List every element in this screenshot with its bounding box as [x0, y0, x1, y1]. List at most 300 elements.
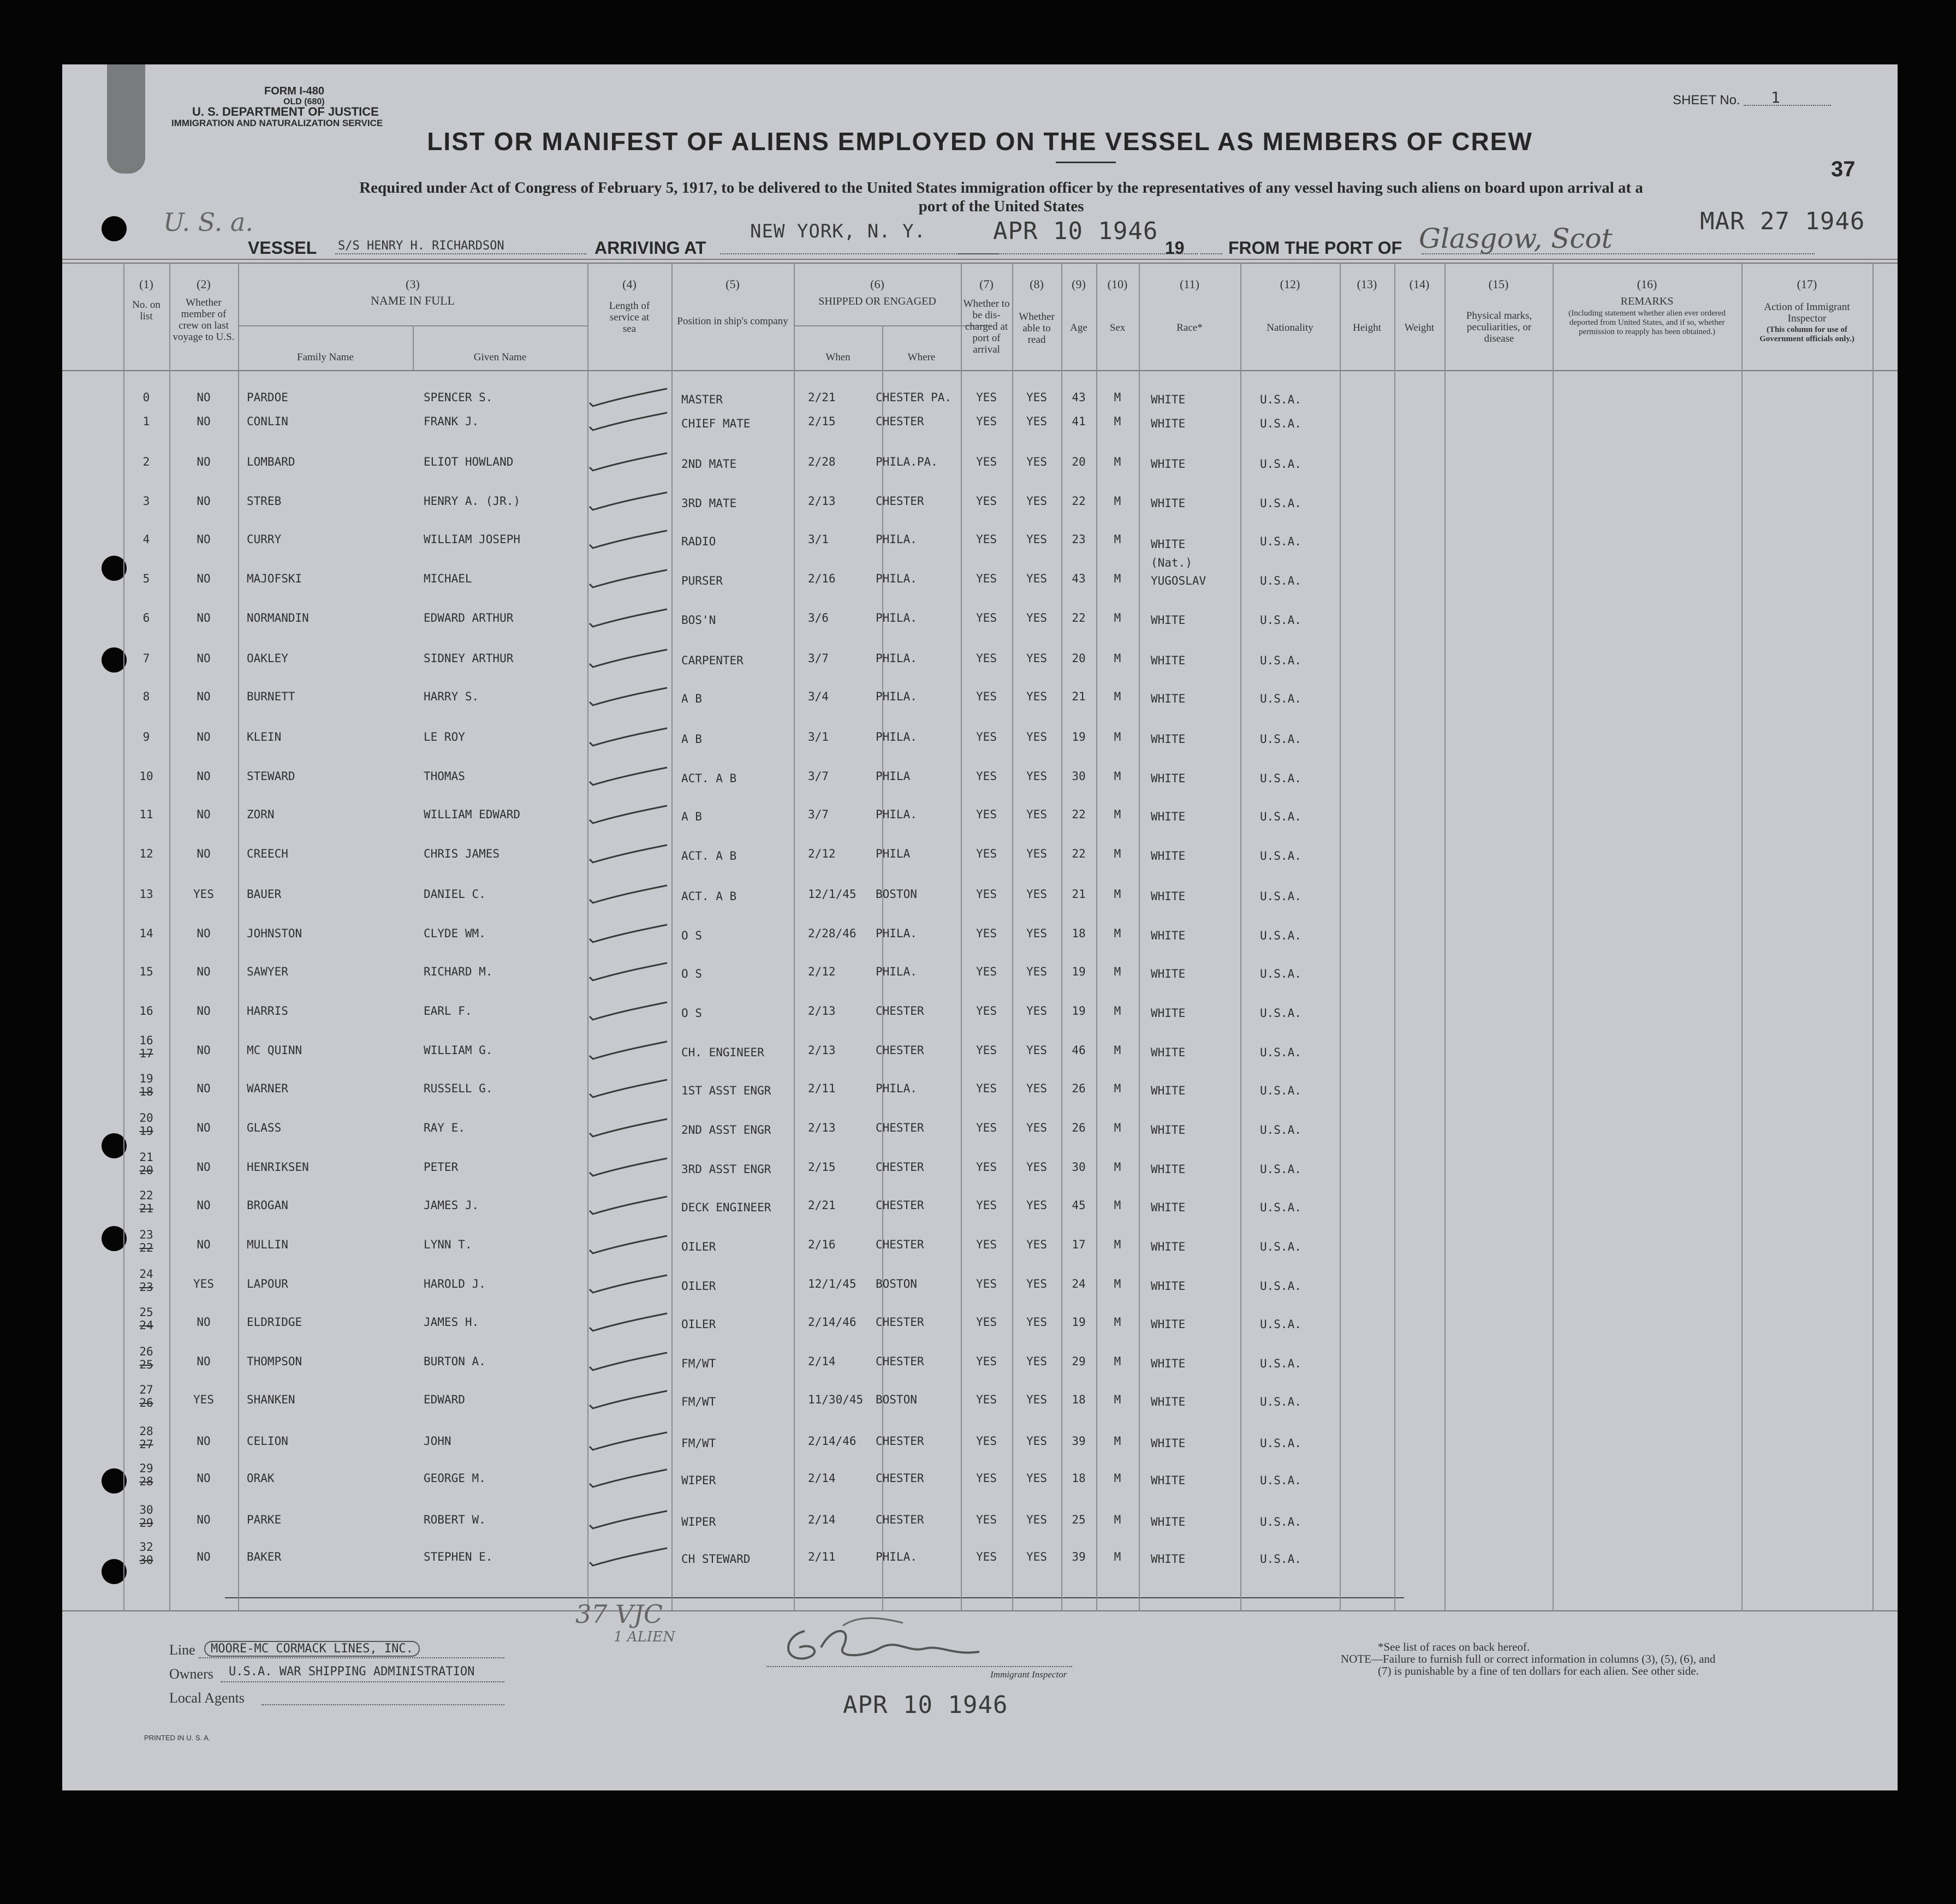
cell-read: YES: [1026, 455, 1047, 468]
cell-nat: U.S.A.: [1260, 1046, 1301, 1059]
service-check-mark: [585, 961, 673, 983]
cell-sex: M: [1114, 533, 1121, 546]
service-check-mark: [585, 1350, 673, 1372]
col-rule: [1394, 263, 1395, 1611]
cell-member: NO: [197, 1161, 211, 1174]
cell-nat: U.S.A.: [1260, 393, 1301, 406]
cell-sex: M: [1114, 1472, 1121, 1485]
cell-given: CLYDE WM.: [424, 927, 486, 940]
cell-where: PHILA: [876, 847, 911, 860]
cell-read: YES: [1026, 1044, 1047, 1057]
service-check-mark: [585, 528, 673, 550]
cell-read: YES: [1026, 572, 1047, 585]
cell-sex: M: [1114, 1044, 1121, 1057]
cell-discharged: YES: [976, 455, 997, 468]
service-check-mark: [585, 1194, 673, 1216]
cell-sex: M: [1114, 690, 1121, 703]
row-number: 4: [142, 533, 150, 546]
cell-family: GLASS: [247, 1121, 282, 1134]
service-check-mark: [585, 883, 673, 905]
cell-member: YES: [193, 1277, 214, 1290]
cell-family: CURRY: [247, 533, 282, 546]
row-number: 20: [139, 1111, 153, 1124]
cell-nat: U.S.A.: [1260, 1318, 1301, 1331]
cell-when: 2/13: [808, 495, 836, 508]
cell-member: NO: [197, 533, 211, 546]
col-rule: [1340, 263, 1341, 1611]
tally-crew: 37 VJC: [575, 1599, 663, 1629]
cell-discharged: YES: [976, 847, 997, 860]
cell-read: YES: [1026, 1121, 1047, 1134]
service-check-mark: [585, 1430, 673, 1452]
cell-discharged: YES: [976, 927, 997, 940]
cell-given: LYNN T.: [424, 1238, 472, 1251]
cell-given: EDWARD: [424, 1393, 465, 1406]
cell-position: O S: [681, 967, 702, 980]
cell-family: PARKE: [247, 1513, 282, 1526]
cell-discharged: YES: [976, 730, 997, 743]
title-underline: [1056, 162, 1116, 163]
service-check-mark: [585, 1039, 673, 1061]
agents-rule: [261, 1704, 504, 1705]
cell-when: 2/12: [808, 965, 836, 978]
cell-sex: M: [1114, 1161, 1121, 1174]
vessel-name: S/S HENRY H. RICHARDSON: [338, 239, 504, 253]
cell-where: CHESTER: [876, 1316, 924, 1329]
cell-nat: U.S.A.: [1260, 1357, 1301, 1370]
cell-race: WHITE: [1151, 1318, 1186, 1331]
cell-read: YES: [1026, 927, 1047, 940]
cell-given: WILLIAM G.: [424, 1044, 493, 1057]
cell-where: CHESTER: [876, 1121, 924, 1134]
cell-when: 2/14/46: [808, 1435, 857, 1448]
cell-family: HARRIS: [247, 1004, 288, 1018]
cell-family: THOMPSON: [247, 1355, 302, 1368]
row-number: 8: [142, 690, 150, 703]
cell-race: WHITE: [1151, 1046, 1186, 1059]
cell-nat: U.S.A.: [1260, 535, 1301, 548]
col-rule: [1553, 263, 1554, 1611]
cell-when: 3/1: [808, 730, 829, 743]
row-number: 3: [142, 495, 150, 508]
cell-family: BAUER: [247, 888, 282, 901]
header-given-name: Given Name: [473, 352, 527, 363]
header-weight: Weight: [1404, 322, 1435, 334]
row-number-struck: 22: [139, 1241, 153, 1254]
cell-member: NO: [197, 927, 211, 940]
header-name-in-full: NAME IN FULL: [371, 294, 455, 307]
cell-discharged: YES: [976, 572, 997, 585]
cell-when: 2/11: [808, 1082, 836, 1095]
cell-family: OAKLEY: [247, 652, 288, 665]
cell-member: NO: [197, 1435, 211, 1448]
cell-nat: U.S.A.: [1260, 929, 1301, 942]
cell-sex: M: [1114, 847, 1121, 860]
cell-member: NO: [197, 1316, 211, 1329]
manifest-title: LIST OR MANIFEST OF ALIENS EMPLOYED ON THE VESSEL AS MEMBERS OF CREW: [427, 127, 1533, 156]
service-name: IMMIGRATION AND NATURALIZATION SERVICE: [171, 118, 383, 128]
cell-position: 2ND ASST ENGR: [681, 1123, 771, 1137]
cell-discharged: YES: [976, 1121, 997, 1134]
cell-when: 3/7: [808, 652, 829, 665]
cell-family: ELDRIDGE: [247, 1316, 302, 1329]
cell-age: 18: [1072, 1472, 1086, 1485]
cell-read: YES: [1026, 1082, 1047, 1095]
cell-discharged: YES: [976, 1393, 997, 1406]
cell-age: 22: [1072, 495, 1086, 508]
cell-read: YES: [1026, 888, 1047, 901]
cell-sex: M: [1114, 1513, 1121, 1526]
cell-nat: U.S.A.: [1260, 1084, 1301, 1097]
cell-age: 17: [1072, 1238, 1086, 1251]
col-rule: [1741, 263, 1743, 1611]
col-rule: [413, 325, 414, 370]
cell-read: YES: [1026, 1161, 1047, 1174]
cell-age: 46: [1072, 1044, 1086, 1057]
cell-sex: M: [1114, 611, 1121, 624]
owners-label: Owners: [169, 1666, 213, 1682]
cell-sex: M: [1114, 495, 1121, 508]
row-number: 7: [142, 652, 150, 665]
cell-position: FM/WT: [681, 1437, 716, 1450]
cell-race: WHITE: [1151, 1357, 1186, 1370]
col-number: (8): [1030, 277, 1044, 291]
cell-when: 3/7: [808, 808, 829, 821]
cell-read: YES: [1026, 690, 1047, 703]
cell-discharged: YES: [976, 808, 997, 821]
cell-sex: M: [1114, 1393, 1121, 1406]
col-number: (1): [139, 277, 153, 291]
cell-given: LE ROY: [424, 730, 465, 743]
cell-age: 18: [1072, 1393, 1086, 1406]
cell-read: YES: [1026, 730, 1047, 743]
cell-family: ZORN: [247, 808, 275, 821]
cell-where: CHESTER: [876, 1355, 924, 1368]
cell-sex: M: [1114, 1550, 1121, 1563]
cell-nat: U.S.A.: [1260, 1515, 1301, 1528]
printed-in: PRINTED IN U. S. A.: [144, 1734, 211, 1742]
cell-sex: M: [1114, 391, 1121, 404]
cell-position: FM/WT: [681, 1395, 716, 1408]
cell-nat: U.S.A.: [1260, 614, 1301, 627]
cell-given: WILLIAM JOSEPH: [424, 533, 521, 546]
cell-position: OILER: [681, 1318, 716, 1331]
cell-member: NO: [197, 1550, 211, 1563]
from-port-label: FROM THE PORT OF: [1228, 238, 1402, 258]
inspector-signature: [772, 1609, 1034, 1669]
cell-given: JAMES H.: [424, 1316, 479, 1329]
tally-alien: 1 ALIEN: [614, 1629, 675, 1645]
row-number: 16: [139, 1034, 153, 1047]
header-length-service: Length of service at sea: [609, 300, 650, 335]
cell-given: ELIOT HOWLAND: [424, 455, 514, 468]
table-close-rule: [225, 1597, 1404, 1598]
cell-when: 2/14: [808, 1355, 836, 1368]
header-remarks: REMARKS: [1620, 295, 1674, 307]
cell-where: PHILA.: [876, 927, 917, 940]
cell-nat: U.S.A.: [1260, 457, 1301, 471]
cell-family: LAPOUR: [247, 1277, 288, 1290]
cell-member: NO: [197, 1044, 211, 1057]
cell-when: 2/21: [808, 1199, 836, 1212]
cell-sex: M: [1114, 652, 1121, 665]
cell-position: CHIEF MATE: [681, 417, 751, 430]
cell-race: WHITE: [1151, 733, 1186, 746]
line-label: Line: [169, 1642, 195, 1658]
cell-given: SIDNEY ARTHUR: [424, 652, 514, 665]
owners-rule: [221, 1681, 504, 1682]
cell-read: YES: [1026, 415, 1047, 428]
cell-when: 2/16: [808, 572, 836, 585]
cell-member: YES: [193, 888, 214, 901]
service-check-mark: [585, 607, 673, 629]
cell-race: WHITE: [1151, 393, 1186, 406]
cell-read: YES: [1026, 1316, 1047, 1329]
cell-position: A B: [681, 692, 702, 705]
corner-stain: [107, 64, 145, 174]
line-rule: [199, 1657, 504, 1658]
cell-where: CHESTER: [876, 415, 924, 428]
cell-member: NO: [197, 690, 211, 703]
cell-nat: U.S.A.: [1260, 810, 1301, 823]
cell-when: 12/1/45: [808, 1277, 857, 1290]
row-number-struck: 27: [139, 1438, 153, 1451]
cell-age: 23: [1072, 533, 1086, 546]
cell-age: 30: [1072, 1161, 1086, 1174]
row-number: 5: [142, 572, 150, 585]
col-rule: [1444, 263, 1446, 1611]
cell-where: PHILA.: [876, 1082, 917, 1095]
cell-given: EDWARD ARTHUR: [424, 611, 514, 624]
cell-where: PHILA.PA.: [876, 455, 938, 468]
cell-age: 29: [1072, 1355, 1086, 1368]
cell-when: 2/28/46: [808, 927, 857, 940]
cell-age: 41: [1072, 415, 1086, 428]
cell-discharged: YES: [976, 690, 997, 703]
cell-sex: M: [1114, 927, 1121, 940]
cell-position: O S: [681, 929, 702, 942]
cell-given: HARRY S.: [424, 690, 479, 703]
header-nationality: Nationality: [1267, 322, 1313, 334]
cell-family: CREECH: [247, 847, 288, 860]
cell-when: 3/7: [808, 770, 829, 783]
cell-family: WARNER: [247, 1082, 288, 1095]
cell-member: YES: [193, 1393, 214, 1406]
col-number: (14): [1409, 277, 1430, 291]
cell-when: 2/13: [808, 1121, 836, 1134]
cell-where: CHESTER: [876, 1238, 924, 1251]
cell-discharged: YES: [976, 1355, 997, 1368]
cell-age: 20: [1072, 455, 1086, 468]
cell-member: NO: [197, 770, 211, 783]
cell-when: 3/6: [808, 611, 829, 624]
cell-position: ACT. A B: [681, 772, 737, 785]
cell-nat: U.S.A.: [1260, 692, 1301, 705]
header-family-name: Family Name: [297, 352, 354, 363]
cell-given: STEPHEN E.: [424, 1550, 493, 1563]
service-check-mark: [585, 490, 673, 512]
statute-line-1: Required under Act of Congress of February 5, 1917, to be delivered to the United States immigration officer by the representatives of any vessel having such aliens on board upon arrival at a: [359, 179, 1643, 197]
sheet-number-label: SHEET No.: [1673, 93, 1740, 108]
cell-when: 3/4: [808, 690, 829, 703]
col-rule: [1012, 263, 1013, 1611]
cell-read: YES: [1026, 652, 1047, 665]
arriving-line: [720, 253, 998, 254]
cell-given: THOMAS: [424, 770, 465, 783]
header-no-on-list: No. on list: [132, 299, 160, 322]
cell-when: 11/30/45: [808, 1393, 864, 1406]
service-check-mark: [585, 1156, 673, 1178]
cell-discharged: YES: [976, 652, 997, 665]
cell-member: NO: [197, 730, 211, 743]
line-company: MOORE-MC CORMACK LINES, INC.: [204, 1641, 420, 1657]
col-rule: [238, 263, 239, 1611]
service-check-mark: [585, 1509, 673, 1531]
row-number: 26: [139, 1345, 153, 1358]
cell-race: WHITE: [1151, 967, 1186, 980]
row-number-struck: 25: [139, 1358, 153, 1371]
cell-where: BOSTON: [876, 1277, 917, 1290]
cell-age: 43: [1072, 572, 1086, 585]
cell-where: PHILA.: [876, 652, 917, 665]
cell-sex: M: [1114, 572, 1121, 585]
row-number: 25: [139, 1306, 153, 1319]
cell-where: CHESTER: [876, 495, 924, 508]
cell-given: HENRY A. (JR.): [424, 495, 521, 508]
row-number-struck: 19: [139, 1124, 153, 1138]
row-number: 9: [142, 730, 150, 743]
service-check-mark: [585, 1234, 673, 1256]
cell-race: WHITE: [1151, 1240, 1186, 1253]
cell-discharged: YES: [976, 1044, 997, 1057]
cell-position: A B: [681, 810, 702, 823]
cell-discharged: YES: [976, 611, 997, 624]
header-discharged: Whether to be dis-charged at port of arrival: [963, 298, 1010, 355]
cell-sex: M: [1114, 1435, 1121, 1448]
cell-nat: U.S.A.: [1260, 1552, 1301, 1566]
cell-age: 22: [1072, 847, 1086, 860]
cell-member: NO: [197, 965, 211, 978]
cell-given: HAROLD J.: [424, 1277, 486, 1290]
cell-read: YES: [1026, 391, 1047, 404]
service-check-mark: [585, 410, 673, 432]
cell-where: PHILA.: [876, 1550, 917, 1563]
row-number: 29: [139, 1462, 153, 1475]
cell-where: CHESTER: [876, 1513, 924, 1526]
cell-age: 19: [1072, 730, 1086, 743]
cell-family: KLEIN: [247, 730, 282, 743]
cell-when: 2/14/46: [808, 1316, 857, 1329]
cell-family: CONLIN: [247, 415, 288, 428]
cell-position: ACT. A B: [681, 890, 737, 903]
cell-age: 20: [1072, 652, 1086, 665]
cell-nat: U.S.A.: [1260, 417, 1301, 430]
row-number: 2: [142, 455, 150, 468]
cell-race: WHITE: [1151, 614, 1186, 627]
cell-discharged: YES: [976, 1550, 997, 1563]
cell-when: 2/21: [808, 391, 836, 404]
cell-family: STREB: [247, 495, 282, 508]
service-check-mark: [585, 923, 673, 944]
col-number: (10): [1107, 277, 1128, 291]
row-number: 0: [142, 391, 150, 404]
cell-when: 3/1: [808, 533, 829, 546]
header-shipped: SHIPPED OR ENGAGED: [818, 295, 936, 307]
cell-when: 2/12: [808, 847, 836, 860]
cell-discharged: YES: [976, 965, 997, 978]
cell-nat: U.S.A.: [1260, 967, 1301, 980]
col-rule: [1139, 263, 1140, 1611]
cell-where: PHILA: [876, 770, 911, 783]
cell-age: 43: [1072, 391, 1086, 404]
cell-read: YES: [1026, 1004, 1047, 1018]
cell-nat: U.S.A.: [1260, 1280, 1301, 1293]
table-top-rule: [62, 259, 1898, 260]
col-number: (16): [1637, 277, 1657, 291]
cell-race: WHITE: [1151, 1552, 1186, 1566]
cell-where: PHILA.: [876, 965, 917, 978]
cell-where: CHESTER: [876, 1004, 924, 1018]
cell-age: 26: [1072, 1082, 1086, 1095]
cell-discharged: YES: [976, 770, 997, 783]
cell-where: BOSTON: [876, 1393, 917, 1406]
punch-hole: [102, 216, 127, 241]
cell-age: 30: [1072, 770, 1086, 783]
row-number: 19: [139, 1072, 153, 1085]
row-number: 12: [139, 847, 153, 860]
row-number: 16: [139, 1004, 153, 1018]
page-number: 37: [1831, 157, 1856, 181]
service-check-mark: [585, 1273, 673, 1295]
cell-position: 3RD MATE: [681, 497, 737, 510]
cell-position: A B: [681, 733, 702, 746]
cell-nat: U.S.A.: [1260, 1437, 1301, 1450]
col-number: (11): [1180, 277, 1199, 291]
cell-position: FM/WT: [681, 1357, 716, 1370]
cell-member: NO: [197, 808, 211, 821]
cell-read: YES: [1026, 1238, 1047, 1251]
header-remarks-note: (Including statement whether alien ever ordered deported from United States, and if so, whether permission to reapply has been obtained.): [1568, 309, 1726, 336]
cell-when: 2/14: [808, 1472, 836, 1485]
cell-discharged: YES: [976, 1199, 997, 1212]
cell-member: NO: [197, 1082, 211, 1095]
cell-given: SPENCER S.: [424, 391, 493, 404]
cell-member: NO: [197, 572, 211, 585]
owners-name: U.S.A. WAR SHIPPING ADMINISTRATION: [229, 1665, 475, 1679]
date-line: [958, 253, 1198, 254]
departure-stamp: MAR 27 1946: [1700, 207, 1865, 235]
cell-where: CHESTER: [876, 1435, 924, 1448]
row-number-struck: 18: [139, 1085, 153, 1098]
cell-member: NO: [197, 611, 211, 624]
cell-given: BURTON A.: [424, 1355, 486, 1368]
row-number: 14: [139, 927, 153, 940]
cell-when: 2/28: [808, 455, 836, 468]
cell-race: WHITE: [1151, 654, 1186, 667]
cell-position: O S: [681, 1007, 702, 1020]
cell-sex: M: [1114, 770, 1121, 783]
cell-position: 2ND MATE: [681, 457, 737, 471]
cell-family: CELION: [247, 1435, 288, 1448]
cell-position: 1ST ASST ENGR: [681, 1084, 771, 1097]
cell-race: WHITE: [1151, 1474, 1186, 1487]
col-number: (4): [622, 277, 637, 291]
service-check-mark: [585, 686, 673, 707]
cell-position: PURSER: [681, 574, 723, 587]
cell-read: YES: [1026, 808, 1047, 821]
cell-given: DANIEL C.: [424, 888, 486, 901]
cell-discharged: YES: [976, 1513, 997, 1526]
